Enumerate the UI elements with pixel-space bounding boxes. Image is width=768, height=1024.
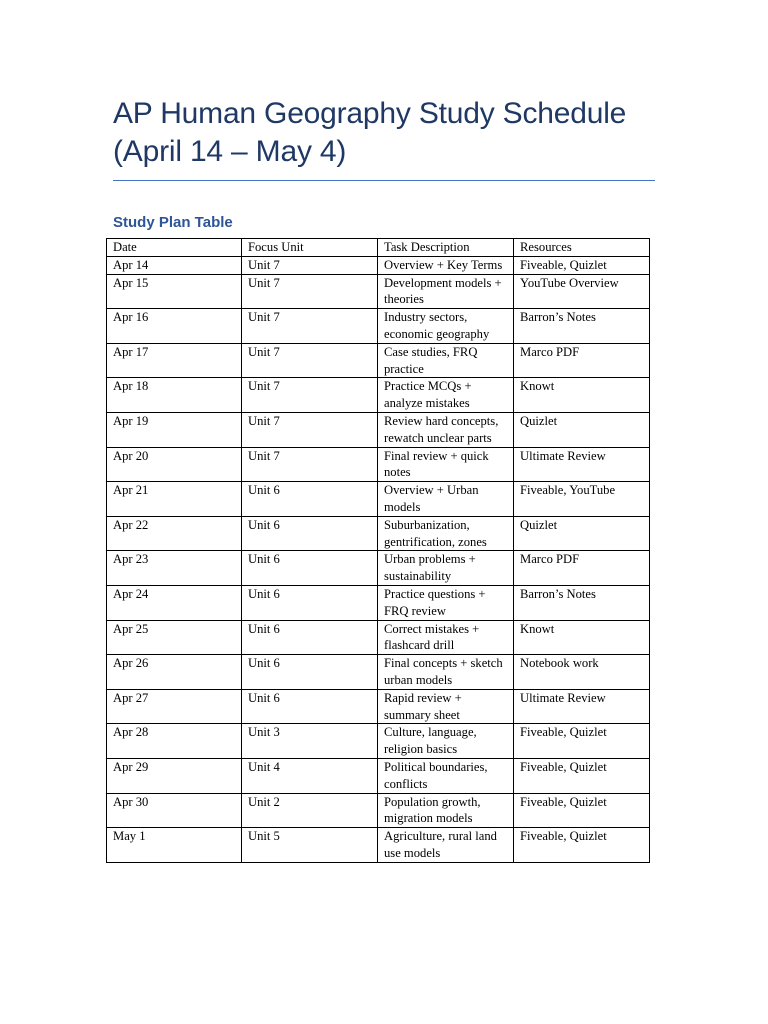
resources-cell: Ultimate Review — [514, 447, 650, 482]
unit-cell: Unit 6 — [242, 516, 378, 551]
date-cell: Apr 17 — [107, 343, 242, 378]
unit-cell: Unit 2 — [242, 793, 378, 828]
table-row — [107, 309, 650, 344]
table-row — [107, 274, 650, 309]
title-divider — [113, 180, 655, 181]
table-row — [107, 793, 650, 828]
page-title-line-1: AP Human Geography Study Schedule — [113, 97, 627, 130]
resources-cell: Notebook work — [514, 655, 650, 690]
unit-cell: Unit 7 — [242, 447, 378, 482]
unit-cell: Unit 3 — [242, 724, 378, 759]
table-row — [107, 585, 650, 620]
header-focus-unit: Focus Unit — [242, 239, 378, 257]
table-header-row — [107, 239, 650, 257]
unit-cell: Unit 4 — [242, 758, 378, 793]
date-cell: Apr 27 — [107, 689, 242, 724]
task-cell: Urban problems + sustainability — [378, 551, 514, 586]
study-plan-table — [106, 238, 650, 863]
task-cell: Overview + Urban models — [378, 482, 514, 517]
task-cell: Industry sectors, economic geography — [378, 309, 514, 344]
task-cell: Practice MCQs + analyze mistakes — [378, 378, 514, 413]
date-cell: Apr 14 — [107, 256, 242, 274]
date-cell: Apr 15 — [107, 274, 242, 309]
unit-cell: Unit 7 — [242, 309, 378, 344]
resources-cell: Barron’s Notes — [514, 309, 650, 344]
section-heading: Study Plan Table — [113, 214, 233, 231]
date-cell: Apr 25 — [107, 620, 242, 655]
date-cell: Apr 21 — [107, 482, 242, 517]
task-cell: Case studies, FRQ practice — [378, 343, 514, 378]
table-row — [107, 724, 650, 759]
header-task-description: Task Description — [378, 239, 514, 257]
date-cell: Apr 26 — [107, 655, 242, 690]
date-cell: Apr 29 — [107, 758, 242, 793]
date-cell: Apr 19 — [107, 412, 242, 447]
task-cell: Culture, language, religion basics — [378, 724, 514, 759]
resources-cell: Fiveable, YouTube — [514, 482, 650, 517]
unit-cell: Unit 7 — [242, 412, 378, 447]
resources-cell: Fiveable, Quizlet — [514, 828, 650, 863]
unit-cell: Unit 5 — [242, 828, 378, 863]
task-cell: Correct mistakes + flashcard drill — [378, 620, 514, 655]
resources-cell: YouTube Overview — [514, 274, 650, 309]
table-row — [107, 689, 650, 724]
unit-cell: Unit 7 — [242, 378, 378, 413]
resources-cell: Marco PDF — [514, 343, 650, 378]
header-date: Date — [107, 239, 242, 257]
resources-cell: Fiveable, Quizlet — [514, 256, 650, 274]
table-row — [107, 378, 650, 413]
resources-cell: Quizlet — [514, 516, 650, 551]
table-row — [107, 256, 650, 274]
task-cell: Agriculture, rural land use models — [378, 828, 514, 863]
table-row — [107, 828, 650, 863]
resources-cell: Fiveable, Quizlet — [514, 793, 650, 828]
task-cell: Political boundaries, conflicts — [378, 758, 514, 793]
resources-cell: Knowt — [514, 620, 650, 655]
task-cell: Development models + theories — [378, 274, 514, 309]
table-row — [107, 412, 650, 447]
date-cell: Apr 30 — [107, 793, 242, 828]
unit-cell: Unit 6 — [242, 482, 378, 517]
unit-cell: Unit 6 — [242, 655, 378, 690]
resources-cell: Barron’s Notes — [514, 585, 650, 620]
date-cell: Apr 23 — [107, 551, 242, 586]
task-cell: Suburbanization, gentrification, zones — [378, 516, 514, 551]
resources-cell: Marco PDF — [514, 551, 650, 586]
page-title — [113, 95, 673, 171]
unit-cell: Unit 7 — [242, 274, 378, 309]
date-cell: Apr 20 — [107, 447, 242, 482]
table-row — [107, 447, 650, 482]
unit-cell: Unit 7 — [242, 256, 378, 274]
resources-cell: Quizlet — [514, 412, 650, 447]
resources-cell: Knowt — [514, 378, 650, 413]
date-cell: Apr 16 — [107, 309, 242, 344]
table-row — [107, 482, 650, 517]
task-cell: Population growth, migration models — [378, 793, 514, 828]
task-cell: Practice questions + FRQ review — [378, 585, 514, 620]
table-row — [107, 516, 650, 551]
table-row — [107, 655, 650, 690]
task-cell: Rapid review + summary sheet — [378, 689, 514, 724]
task-cell: Review hard concepts, rewatch unclear parts — [378, 412, 514, 447]
unit-cell: Unit 6 — [242, 551, 378, 586]
date-cell: Apr 22 — [107, 516, 242, 551]
task-cell: Overview + Key Terms — [378, 256, 514, 274]
table-row — [107, 758, 650, 793]
task-cell: Final review + quick notes — [378, 447, 514, 482]
date-cell: Apr 18 — [107, 378, 242, 413]
unit-cell: Unit 6 — [242, 689, 378, 724]
task-cell: Final concepts + sketch urban models — [378, 655, 514, 690]
table-row — [107, 551, 650, 586]
unit-cell: Unit 6 — [242, 620, 378, 655]
header-resources: Resources — [514, 239, 650, 257]
page-title-line-2: (April 14 – May 4) — [113, 135, 347, 168]
date-cell: Apr 28 — [107, 724, 242, 759]
resources-cell: Fiveable, Quizlet — [514, 758, 650, 793]
date-cell: Apr 24 — [107, 585, 242, 620]
unit-cell: Unit 6 — [242, 585, 378, 620]
resources-cell: Fiveable, Quizlet — [514, 724, 650, 759]
table-row — [107, 343, 650, 378]
table-row — [107, 620, 650, 655]
date-cell: May 1 — [107, 828, 242, 863]
resources-cell: Ultimate Review — [514, 689, 650, 724]
unit-cell: Unit 7 — [242, 343, 378, 378]
